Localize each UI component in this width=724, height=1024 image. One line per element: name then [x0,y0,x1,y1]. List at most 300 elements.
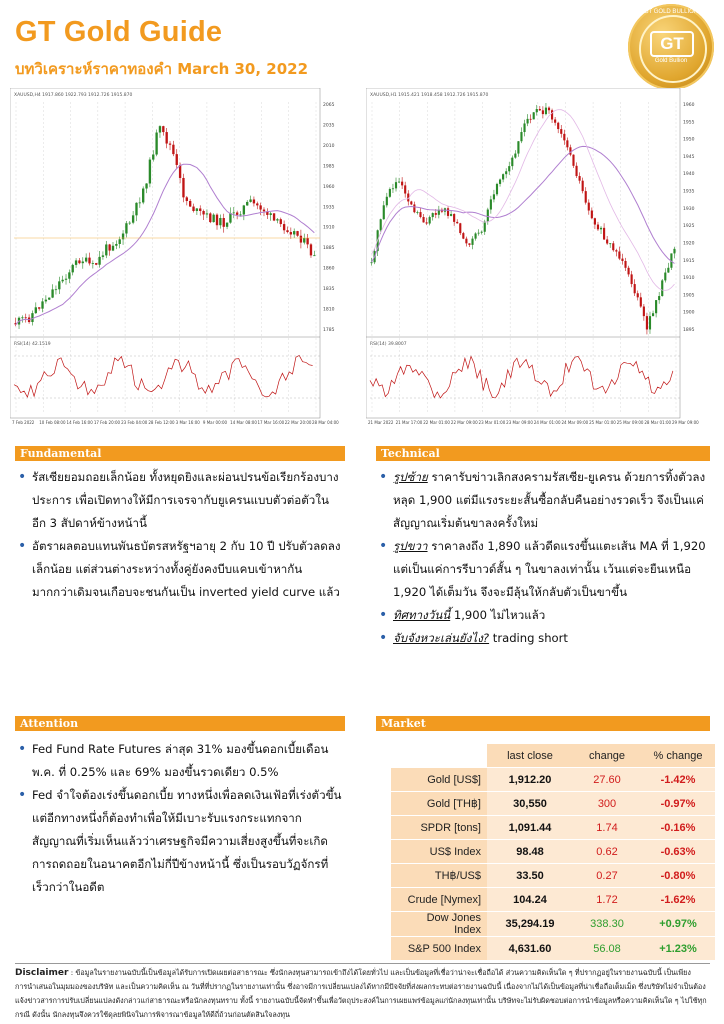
candle [75,260,77,264]
market-change: 27.60 [573,768,641,792]
candle [496,184,498,194]
price-axis-label: 1910 [683,276,695,282]
candle [474,233,476,238]
time-axis-label: 14 Mar 08:00 [230,420,257,425]
price-axis-label: 1810 [323,307,335,313]
candle [566,140,568,147]
candle [652,313,654,316]
technical-item [377,535,707,604]
candle [655,300,657,313]
market-name: SPDR [tons] [391,816,487,840]
candle [508,166,510,171]
market-last: 98.48 [487,840,573,864]
time-axis-label: 25 Mar 09:00 [616,420,644,425]
candle [490,199,492,209]
candle [588,203,590,211]
candle [432,213,434,217]
price-axis-label: 1885 [323,246,335,252]
market-row [391,792,715,816]
candle [290,232,292,234]
logo-mark: GT [650,31,694,57]
candle [456,222,458,223]
market-row [391,888,715,912]
candle [395,182,397,188]
market-row [391,816,715,840]
technical-item [377,627,707,650]
candle [102,255,104,256]
market-header-blank [391,744,487,768]
candle [447,208,449,216]
market-change: 0.62 [573,840,641,864]
technical-label: ทิศทางวันนี้ [393,608,451,622]
price-axis-label: 1915 [683,258,695,264]
price-axis-label: 1985 [323,164,335,170]
candle [640,297,642,306]
oscillator-header: RSI(14) 42.1519 [14,342,51,347]
candle [484,221,486,231]
candle [189,201,191,207]
candle [139,202,141,203]
candle [92,263,94,264]
market-pct: -0.97% [641,792,715,816]
candle [119,239,121,244]
time-axis-label: 23 Mar 09:00 [506,420,533,425]
candle [624,261,626,268]
price-axis-label: 2065 [323,103,335,108]
market-name: TH฿/US$ [391,864,487,888]
market-name: Gold [US$] [391,768,487,792]
disclaimer-label: Disclaimer [15,968,69,978]
market-header-last: last close [487,744,573,768]
candle [631,274,633,284]
price-axis-label: 1785 [323,328,335,333]
candle [108,244,110,250]
candle [256,203,258,205]
candle [493,194,495,199]
candle [72,265,74,272]
candle [286,230,288,232]
candle [112,246,114,251]
candle [609,243,611,244]
time-axis-label: 24 Mar 01:00 [533,420,561,425]
candle [122,234,124,240]
candle [85,258,87,262]
candle [627,268,629,275]
candle [313,255,315,256]
candle [667,268,669,273]
candle [226,223,228,227]
candle [435,213,437,215]
time-axis-label: 25 Mar 01:00 [589,420,616,425]
candle [65,279,67,280]
market-last: 35,294.19 [487,912,573,937]
candle [579,176,581,181]
candle [280,219,282,224]
market-row [391,768,715,792]
candle [419,212,421,217]
candle [270,213,272,215]
candle [585,191,587,203]
candle [560,129,562,134]
candle [603,228,605,240]
market-change: 338.30 [573,912,641,937]
candle [380,219,382,230]
left-price-chart [10,88,352,433]
price-axis-label: 1925 [683,224,695,230]
time-axis-label: 22 Mar 01:00 [423,420,450,425]
technical-text: ราคาลงถึง 1,890 แล้วดีดแรงขึ้นแตะเส้น MA ที่ 1,920 แต่เป็นแค่การรีบาวด์สั้น ๆ ในขาลงเท่านั้น เว้นแต่จะยืนเหนือ 1,920 ได้เต็มวัน จึงจะมีลุ้นให้กลับตัวเป็นขาขึ้น [393,539,706,599]
candle [216,215,218,226]
candle [478,233,480,234]
fundamental-item: • รัสเซียยอมถอยเล็กน้อย ทั้งหยุดยิงและผ่อนปรนข้อเรียกร้องบางประการ เพื่อเปิดทางให้มีการเจรจากับยูเครนแบบตัวต่อตัวในอีก 3 สัปดาห์ข้างหน้านี้ [16,466,342,535]
section-market: Market [376,716,710,731]
candle [296,231,298,236]
market-last: 1,091.44 [487,816,573,840]
time-axis-label: 28 Mar 04:00 [312,420,339,425]
candle [78,260,80,263]
candle [594,218,596,224]
report-subtitle: บทวิเคราะห์ราคาทองคำ March 30, 2022 [15,60,309,78]
candle [209,213,211,222]
technical-text: trading short [489,631,568,645]
market-pct: +0.97% [641,912,715,937]
candle [634,284,636,293]
attention-item: • Fed Fund Rate Futures ล่าสุด 31% มองขึ้นดอกเบี้ยเดือน พ.ค. ที่ 0.25% และ 69% มองขึ้นรวดเดียว 0.5% [16,738,342,784]
candle [481,232,483,233]
candle [82,262,84,264]
logo-top-text: GT GOLD BULLION [643,9,699,15]
candle [176,154,178,165]
candle [169,144,171,145]
price-axis-label: 1945 [683,154,695,160]
candle [643,307,645,317]
candle [155,133,157,155]
market-change: 1.72 [573,888,641,912]
candle [219,218,221,225]
candle [661,280,663,296]
price-axis-label: 1955 [683,120,695,126]
candle [239,214,241,215]
price-axis-label: 1960 [323,184,335,190]
price-axis-label: 1935 [323,205,335,211]
candle [542,110,544,114]
market-pct: -0.80% [641,864,715,888]
candle [404,185,406,193]
price-axis-label: 2010 [323,143,335,149]
candle [259,205,261,209]
candle [523,123,525,132]
section-fundamental: Fundamental [15,446,345,461]
candle [530,119,532,120]
candle [426,222,428,223]
candle [575,166,577,176]
candle [88,258,90,264]
oscillator-header: RSI(14) 39.8007 [370,342,407,347]
candle [25,317,27,318]
time-axis-label: 29 Mar 09:00 [672,420,699,425]
candle [487,210,489,222]
candle [548,108,550,111]
time-axis-label: 23 Mar 01:00 [478,420,506,425]
time-axis-label: 23 Feb 04:00 [121,420,148,425]
technical-label: รูปขวา [393,539,428,553]
market-change: 0.27 [573,864,641,888]
candle [398,182,400,183]
time-axis-label: 10 Feb 08:00 [39,420,66,425]
candle [249,199,251,201]
logo-sub-text: Gold Bullion [654,58,688,64]
price-axis-label: 1860 [323,266,335,272]
price-axis-label: 1940 [683,172,695,178]
candle [115,244,117,246]
candle [563,134,565,141]
candle [149,160,151,184]
gt-gold-bullion-logo [628,4,714,90]
candle [132,215,134,222]
candle [459,223,461,233]
price-axis-label: 1910 [323,225,335,231]
technical-text: 1,900 ไม่ไหวแล้ว [450,608,546,622]
technical-list [377,466,707,650]
candle [502,174,504,179]
candle [664,273,666,281]
market-row [391,937,715,961]
candle [582,181,584,191]
candle [606,239,608,243]
candle [61,280,63,282]
time-axis-label: 21 Mar 2022 [368,420,394,425]
time-axis-label: 17 Feb 20:00 [93,420,121,425]
candle [597,225,599,230]
candle [646,316,648,329]
candle [600,228,602,229]
candle [551,110,553,119]
candle [300,236,302,243]
section-technical: Technical [376,446,710,461]
candle [539,109,541,110]
candle [416,212,418,213]
market-row [391,864,715,888]
candle [450,214,452,216]
candle [179,165,181,178]
candle [243,205,245,214]
market-table [391,744,715,961]
candle [517,141,519,153]
attention-list [16,738,342,899]
candle [569,147,571,154]
price-axis-label: 2035 [323,123,335,129]
market-change: 56.08 [573,937,641,961]
candle [392,188,394,189]
report-title: GT Gold Guide [15,16,223,48]
market-last: 33.50 [487,864,573,888]
candle [499,180,501,184]
market-change: 1.74 [573,816,641,840]
disclaimer-text: : ข้อมูลในรายงานฉบับนี้เป็นข้อมูลได้รับการเปิดเผยต่อสาธารณะ ซึ่งนักลงทุนสามารถเข้าถึงได้โดยทั่วไป และเป็นข้อมูลที่เชื่อว่าน่าจะเชื่อถือได้ ส่วนความคิดเห็นใด ๆ ที่ปรากฏอยู่ในรายงานฉบับนี้ เป็นเพียงการนำเสนอในมุมมองของบริษัท และเป็นความคิดเห็น ณ วันที่ที่ปรากฏในรายงานเท่านั้น ซึ่งอาจมีการเปลี่ยนแปลงได้หากมีปัจจัยที่ส่งผลกระทบต่อรายงานฉบับนี้ เนื่องจากไม่ได้เป็นข้อมูลที่น่าเชื่อถือเต็มเม็ด ซึ่งบริษัทไม่จำเป็นต้องแจ้งข่าวสารการปรับเปลี่ยนแปลงดังกล่าวแก่สาธารณะหรือนักลงทุนทราบ ทั้งนี้ รายงานฉบับนี้จัดทำขึ้นเพื่อวัตถุประสงค์ในการเผยแพร่ข้อมูลแก่นักลงทุนเท่านั้น บริษัทจะไม่รับผิดชอบต่อการนำข้อมูลหรือความคิดเห็นใด ๆ ไปใช้ทุกกรณี ดังนั้น นักลงทุนจึงควรใช้ดุลยพินิจในการพิจารณาข้อมูลให้ดีถี่ถ้วนก่อนตัดสินใจลงทุน [15,968,707,1019]
candle [306,238,308,244]
candle [413,204,415,212]
time-axis-label: 7 Feb 2022 [12,420,35,425]
candle [621,259,623,261]
candle [206,213,208,214]
market-header-change: change [573,744,641,768]
price-axis-label: 1900 [683,310,695,316]
technical-item [377,604,707,627]
candle [591,211,593,219]
price-axis-label: 1905 [683,293,695,299]
market-pct: -0.16% [641,816,715,840]
candle [192,207,194,211]
candle [125,223,127,233]
candle [38,307,40,308]
candle [649,316,651,329]
price-axis-label: 1930 [683,206,695,212]
candle [31,313,33,322]
market-name: Dow Jones Index [391,912,487,937]
candle [533,112,535,119]
candle [35,307,37,313]
candle [41,301,43,308]
candle [152,155,154,160]
candle [383,205,385,219]
candle [45,300,47,302]
candle [159,126,161,132]
candle [212,215,214,222]
candle [615,250,617,251]
candle [68,272,70,278]
candle [462,233,464,239]
market-last: 1,912.20 [487,768,573,792]
technical-label: จับจังหวะเล่นยังไง? [393,631,490,645]
candle [370,262,372,263]
time-axis-label: 28 Feb 12:00 [148,420,175,425]
market-last: 4,631.60 [487,937,573,961]
market-pct: +1.23% [641,937,715,961]
market-last: 104.24 [487,888,573,912]
time-axis-label: 9 Mar 00:00 [202,420,228,425]
candle [303,238,305,243]
market-pct: -1.42% [641,768,715,792]
candle [135,203,137,216]
candle [51,289,53,297]
candle [48,298,50,300]
candle [505,171,507,174]
market-pct: -0.63% [641,840,715,864]
time-axis-label: 3 Mar 16:00 [175,420,200,425]
attention-item: • Fed จำใจต้องเร่งขึ้นดอกเบี้ย ทางหนึ่งเพื่อลดเงินเฟ้อที่เร่งตัวขึ้น แต่อีกทางหนึ่งก็ต้องทำเพื่อให้มีเบาะรับแรงกระแทกจากสัญญาณที่เริ่มเห็นแล้วว่าเศรษฐกิจมีความเสี่ยงสูงขึ้นที่จะเกิดการถดถอยในอนาคตอีกไม่กี่ปีข้างหน้านี้ ซึ่งเป็นรอบวัฏจักรที่เร็วกว่าในอดีต [16,784,342,899]
market-pct: -1.62% [641,888,715,912]
candle [196,208,198,211]
candle [162,126,164,132]
technical-text: ราคารับข่าวเลิกสงครามรัสเซีย-ยูเครน ด้วยการทิ้งตัวลงหลุด 1,900 แต่มีแรงระยะสั้นซื้อกลับคืนอย่างรวดเร็ว จึงเป็นแค่สัญญาณเริ่มต้นขาลงครั้งใหม่ [393,470,706,530]
time-axis-label: 22 Mar 20:00 [284,420,312,425]
candle [386,197,388,206]
candle [514,154,516,158]
candle [273,213,275,220]
candle [98,257,100,265]
fundamental-item: • อัตราผลตอบแทนพันธบัตรสหรัฐฯอายุ 2 กับ 10 ปี ปรับตัวลดลงเล็กน้อย แต่ส่วนต่างระหว่างทั้งคู่ยังคงบีบแคบเข้าหากันมากกว่าเดิมจนเกือบจะชนกันเป็น inverted yield curve แล้ว [16,535,342,604]
candle [545,108,547,114]
candle [410,201,412,204]
candle [511,158,513,166]
price-axis-label: 1895 [683,328,695,333]
market-name: US$ Index [391,840,487,864]
candle [229,213,231,223]
market-name: Crude [Nymex] [391,888,487,912]
candle [527,119,529,124]
candle [612,243,614,250]
candle [58,281,60,289]
candle [233,212,235,213]
candle [142,188,144,202]
candle [253,199,255,203]
time-axis-label: 17 Mar 16:00 [257,420,285,425]
candle [202,211,204,214]
candle [554,119,556,122]
price-axis-label: 1920 [683,241,695,247]
candle [186,197,188,201]
time-axis-label: 24 Mar 09:00 [561,420,589,425]
price-axis-label: 1935 [683,189,695,195]
price-axis-label: 1835 [323,287,335,293]
candle [658,296,660,300]
candle [468,243,470,245]
candle [293,231,295,234]
time-axis-label: 28 Mar 01:00 [644,420,672,425]
candle [389,189,391,197]
technical-label: รูปซ้าย [393,470,428,484]
candle [429,217,431,223]
candle [618,252,620,259]
market-change: 300 [573,792,641,816]
candle [536,109,538,112]
candle [223,218,225,227]
market-header-row [391,744,715,768]
section-attention: Attention [15,716,345,731]
candle [199,208,201,211]
candle [673,249,675,254]
market-row [391,840,715,864]
market-row [391,912,715,937]
candle [520,132,522,141]
candle [95,263,97,265]
candle [465,239,467,244]
price-axis-label: 1960 [683,103,695,108]
candle [276,219,278,220]
price-axis-label: 1950 [683,137,695,143]
technical-item [377,466,707,535]
chart-header: XAUUSD,H4 1917.860 1922.793 1912.726 1915.870 [14,93,133,98]
candle [572,155,574,166]
market-header-pct: % change [641,744,715,768]
candle [401,182,403,186]
candle [166,132,168,143]
market-name: S&P 500 Index [391,937,487,961]
time-axis-label: 21 Mar 17:00 [395,420,423,425]
time-axis-label: 14 Feb 16:00 [66,420,93,425]
time-axis-label: 22 Mar 09:00 [450,420,478,425]
chart-header: XAUUSD,H1 1915.421 1918.458 1912.726 1915.870 [370,93,489,98]
candle [453,214,455,222]
candle [283,224,285,230]
fundamental-list [16,466,342,604]
candle [557,123,559,129]
candle [182,178,184,197]
candle [21,317,23,318]
candle [422,217,424,222]
candle [105,244,107,255]
candle [310,244,312,255]
